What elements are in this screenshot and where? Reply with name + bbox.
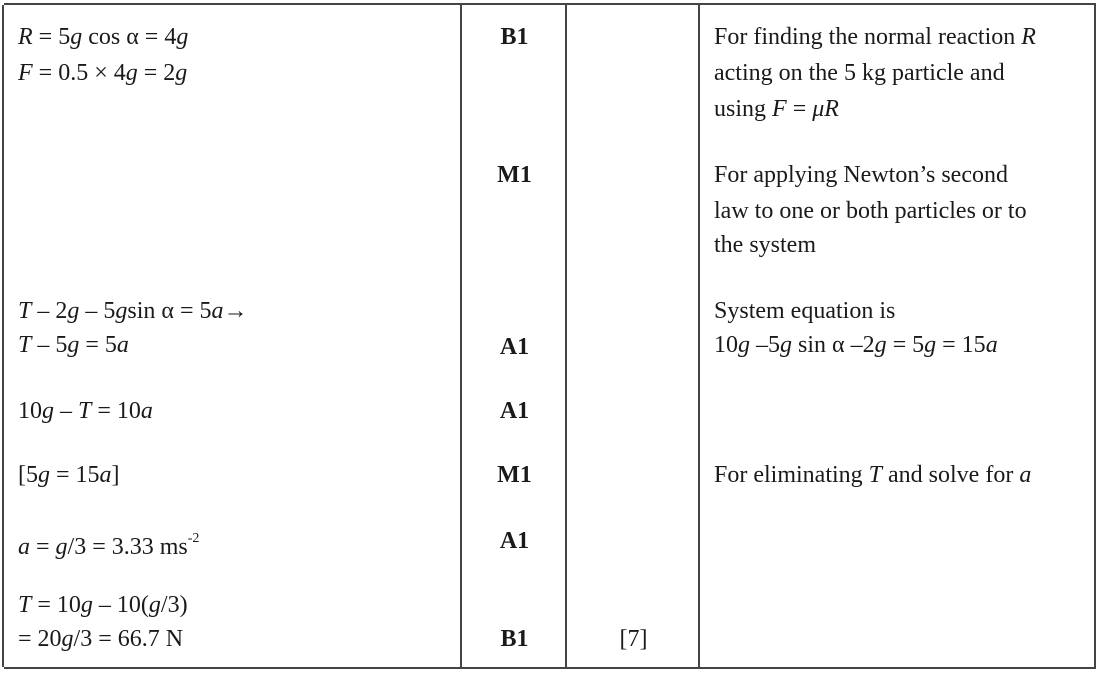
working-line: a = g/3 = 3.33 $ms^{-2}$ — [18, 531, 200, 560]
working-line: T = 10g – 10(g/3) — [18, 592, 188, 618]
mark-code: A1 — [499, 398, 530, 424]
note-line: using F = μR — [714, 96, 839, 122]
mark-code: A1 — [499, 528, 530, 554]
note-line: For finding the normal reaction R — [714, 24, 1036, 50]
note-line: law to one or both particles or to — [714, 198, 1027, 224]
working-line: 10g – T = 10a — [18, 398, 153, 424]
working-line: [5g = 15a] — [18, 462, 120, 488]
mark-code: M1 — [497, 162, 532, 188]
table-border-left — [2, 5, 4, 667]
working-line: F = 0.5 × 4g = 2g — [18, 60, 188, 86]
column-divider-total-notes — [698, 5, 700, 667]
superscript: -2 — [187, 531, 200, 546]
working-line: R = 5g cos α = 4g — [18, 24, 189, 50]
note-line: 10g –5g sin α –2g = 5g = 15a — [714, 332, 998, 358]
note-line: acting on the 5 kg particle and — [714, 60, 1005, 86]
mark-code: B1 — [500, 24, 529, 50]
total-marks: [7] — [619, 626, 648, 652]
working-line: T – 2g – 5gsin α = 5a→ — [18, 298, 248, 324]
note-line: For applying Newton’s second — [714, 162, 1008, 188]
note-line: the system — [714, 232, 816, 258]
note-line: System equation is — [714, 298, 896, 324]
mark-scheme-table — [4, 3, 1096, 669]
mark-code: B1 — [500, 626, 529, 652]
working-line: T – 5g = 5a — [18, 332, 129, 358]
table-border-right — [1094, 5, 1096, 667]
mark-code: A1 — [499, 334, 530, 360]
working-line: = 20g/3 = 66.7 N — [18, 626, 184, 652]
mark-code: M1 — [497, 462, 532, 488]
note-line: For eliminating T and solve for a — [714, 462, 1032, 488]
